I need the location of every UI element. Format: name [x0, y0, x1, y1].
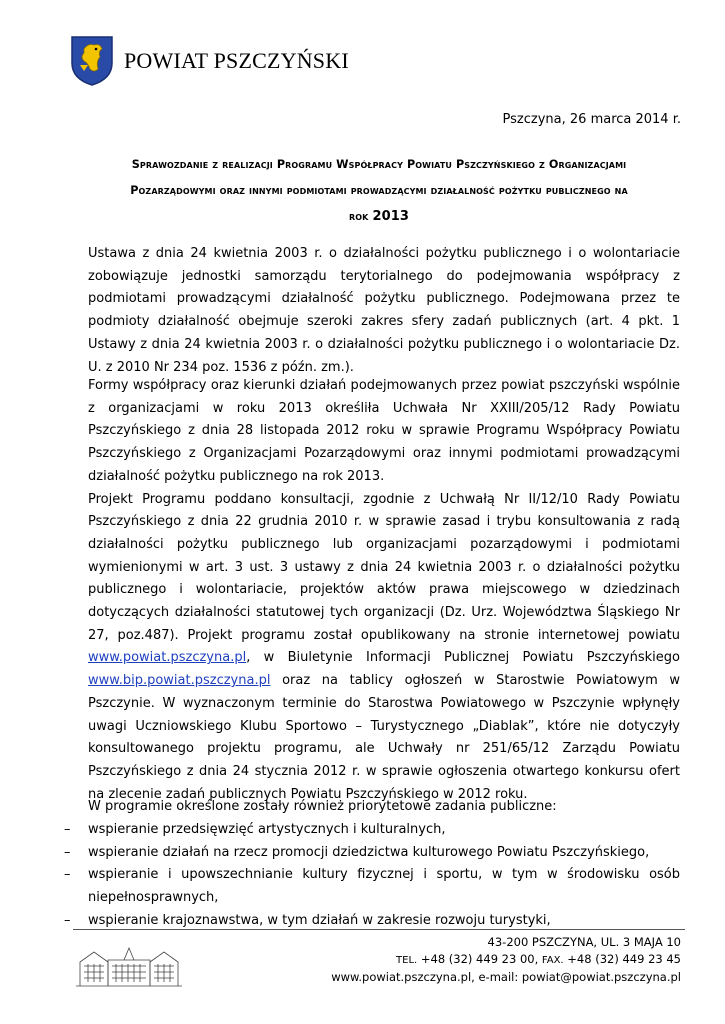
title-line-3 — [80, 204, 678, 230]
tel-label: TEL. — [396, 954, 418, 966]
list-item: – wspieranie działań na rzecz promocji dziedzictwa kulturowego Powiatu Pszczyńskiego, — [60, 842, 680, 865]
paragraph-2: Formy współpracy oraz kierunki działań podejmowanych przez powiat pszczyński wspólnie z organizacjami w roku 2013 określiła Uchwała Nr XXIII/205/12 Rady Powiatu Pszczyńskiego z dnia 28 listopada 2012 roku w sprawie Programu Współpracy Powiatu Pszczyńskiego z Organizacjami Pozarządowymi oraz innymi podmiotami prowadzącymi działalność pożytku publicznego na rok 2013. — [88, 378, 680, 484]
list-item: – wspieranie i upowszechnianie kultury fizycznej i sportu, w tym w środowisku osób niepełnosprawnych, — [60, 864, 680, 909]
coat-of-arms-icon — [70, 35, 114, 87]
footer-contact — [331, 934, 681, 986]
paragraph-1: Ustawa z dnia 24 kwietnia 2003 r. o działalności pożytku publicznego i o wolontariacie zobowiązuje jednostki samorządu terytorialnego do podejmowania współpracy z podmiotami prowadzącymi działalność pożytku publicznego. Podejmowana przez te podmioty działalność obejmuje szeroki zakres sfery zadań publicznych (art. 4 pkt. 1 Ustawy z dnia 24 kwietnia 2003 r. o działalności pożytku publicznego i o wolontariacie Dz. U. z 2010 Nr 234 poz. 1536 z późn. zm.). — [88, 246, 680, 375]
tel-number: +48 (32) 449 23 00, — [420, 951, 539, 966]
paragraph-3-part-1: Projekt Programu poddano konsultacji, zgodnie z Uchwałą Nr II/12/10 Rady Powiatu Pszczyńskiego z dnia 22 grudnia 2010 r. w sprawie zasad i trybu konsultowania z radą działalności pożytku publicznego lub organizacjami pozarządowymi i podmiotami wymienionymi w art. 3 ust. 3 ustawy z dnia 24 kwietnia 2003 r. o działalności pożytku publicznego i wolontariacie, projektów aktów prawa miejscowego w dziedzinach dotyczących działalności statutowej tych organizacji (Dz. Urz. Województwa Śląskiego Nr 27, poz.487). Projekt programu został opublikowany na stronie internetowej powiatu — [88, 491, 680, 643]
title-year: 2013 — [372, 209, 410, 224]
document-title — [80, 152, 678, 230]
footer-phone-fax — [331, 951, 681, 970]
footer-divider — [73, 929, 685, 930]
list-item: – wspieranie krajoznawstwa, w tym działań w zakresie rozwoju turystyki, — [60, 910, 680, 933]
title-line-1: Sprawozdanie z realizacji Programu Współpracy Powiatu Pszczyńskiego z Organizacjami — [131, 158, 627, 171]
title-line-2: Pozarządowymi oraz innymi podmiotami prowadzącymi działalność pożytku publicznego na — [130, 184, 628, 197]
letterhead — [70, 34, 349, 88]
list-item: – wspieranie przedsięwzięć artystycznych i kulturalnych, — [60, 819, 680, 842]
paragraph-3-part-3: oraz na tablicy ogłoszeń w Starostwie Powiatowym w Pszczynie. W wyznaczonym terminie do Starostwa Powiatowego w Pszczynie wpłynęły uwagi Uczniowskiego Klubu Sportowo – Turystycznego „Diablak”, które nie dotyczyły konsultowanego projektu programu, ale Uchwały nr 251/65/12 Zarządu Powiatu Pszczyńskiego z dnia 24 stycznia 2012 r. w sprawie ogłoszenia otwartego konkursu ofert na zlecenie zadań publicznych Powiatu Pszczyńskiego w 2012 roku. — [88, 673, 680, 802]
document-date: Pszczyna, 26 marca 2014 r. — [502, 112, 681, 127]
fax-label: FAX. — [541, 954, 564, 966]
footer-web-email: www.powiat.pszczyna.pl, e-mail: powiat@powiat.pszczyna.pl — [331, 970, 681, 984]
paragraph-group — [88, 375, 680, 806]
paragraph-3 — [88, 489, 680, 807]
paragraph-4: W programie określone zostały również priorytetowe zadania publiczne: — [88, 799, 557, 814]
priority-tasks-list — [60, 819, 680, 933]
paragraph-3-part-2: , w Biuletynie Informacji Publicznej Powiatu Pszczyńskiego — [246, 650, 680, 666]
footer-address: 43-200 PSZCZYNA, UL. 3 MAJA 10 — [487, 935, 681, 949]
powiat-website-link[interactable]: www.powiat.pszczyna.pl — [88, 650, 247, 666]
fax-number: +48 (32) 449 23 45 — [567, 951, 681, 966]
organization-name: POWIAT PSZCZYŃSKI — [124, 48, 349, 73]
title-rok: rok — [348, 210, 369, 223]
building-drawing-icon — [74, 940, 184, 990]
bip-website-link[interactable]: www.bip.powiat.pszczyna.pl — [88, 673, 271, 689]
